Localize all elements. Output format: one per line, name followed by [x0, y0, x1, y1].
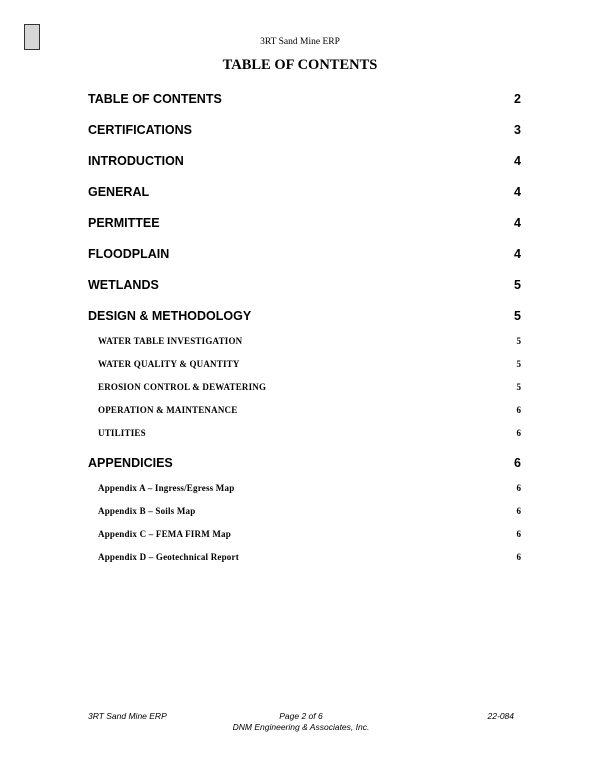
- toc-entry-label: EROSION CONTROL & DEWATERING: [98, 382, 267, 392]
- toc-entry-label: WATER TABLE INVESTIGATION: [98, 336, 243, 346]
- footer-left: 3RT Sand Mine ERP: [88, 711, 167, 721]
- toc-entry-label: WATER QUALITY & QUANTITY: [98, 359, 240, 369]
- toc-entry-page: 6: [514, 456, 521, 470]
- toc-entry-page: 2: [514, 92, 521, 106]
- toc-appendix-a[interactable]: [98, 483, 521, 493]
- toc-subentry-erosion-control[interactable]: [98, 382, 521, 392]
- toc-entry-table-of-contents[interactable]: [88, 92, 521, 106]
- footer-page-number: Page 2 of 6: [279, 711, 323, 721]
- toc-entry-label: CERTIFICATIONS: [88, 123, 192, 137]
- toc-entry-label: DESIGN & METHODOLOGY: [88, 309, 252, 323]
- toc-entry-page: 4: [514, 185, 521, 199]
- toc-entry-label: OPERATION & MAINTENANCE: [98, 405, 238, 415]
- toc-entry-page: 6: [516, 529, 521, 539]
- toc-subentry-operation-maintenance[interactable]: [98, 405, 521, 415]
- toc-entry-page: 6: [516, 428, 521, 438]
- toc-entry-introduction[interactable]: [88, 154, 521, 168]
- toc-entry-label: Appendix D – Geotechnical Report: [98, 552, 239, 562]
- toc-subentry-water-table[interactable]: [98, 336, 521, 346]
- running-header: 3RT Sand Mine ERP: [260, 37, 340, 47]
- toc-entry-page: 6: [516, 506, 521, 516]
- toc-entry-page: 6: [516, 483, 521, 493]
- footer-right: 22-084: [487, 711, 514, 721]
- toc-entry-page: 5: [516, 359, 521, 369]
- toc-subentry-water-quality[interactable]: [98, 359, 521, 369]
- toc-entry-label: Appendix C – FEMA FIRM Map: [98, 529, 231, 539]
- toc-entry-label: APPENDICIES: [88, 456, 173, 470]
- toc-entry-page: 4: [514, 216, 521, 230]
- toc-entry-label: TABLE OF CONTENTS: [88, 92, 222, 106]
- toc-entry-page: 4: [514, 247, 521, 261]
- toc-entry-label: WETLANDS: [88, 278, 159, 292]
- toc-entry-wetlands[interactable]: [88, 278, 521, 292]
- toc-appendix-c[interactable]: [98, 529, 521, 539]
- toc-entry-label: GENERAL: [88, 185, 150, 199]
- toc-entry-page: 5: [514, 278, 521, 292]
- toc-entry-floodplain[interactable]: [88, 247, 521, 261]
- toc-entry-general[interactable]: [88, 185, 521, 199]
- toc-entry-page: 6: [516, 552, 521, 562]
- toc-subentry-utilities[interactable]: [98, 428, 521, 438]
- toc-entry-page: 5: [514, 309, 521, 323]
- toc-entry-label: INTRODUCTION: [88, 154, 184, 168]
- toc-entry-label: UTILITIES: [98, 428, 146, 438]
- toc-entry-page: 3: [514, 123, 521, 137]
- toc-entry-permittee[interactable]: [88, 216, 521, 230]
- page-footer: [88, 711, 514, 732]
- toc-entry-design-methodology[interactable]: [88, 309, 521, 323]
- toc-entry-certifications[interactable]: [88, 123, 521, 137]
- toc-appendix-d[interactable]: [98, 552, 521, 562]
- page-title: TABLE OF CONTENTS: [222, 57, 378, 73]
- footer-company: DNM Engineering & Associates, Inc.: [232, 722, 370, 732]
- toc-entry-label: Appendix B – Soils Map: [98, 506, 196, 516]
- toc-entry-appendicies[interactable]: [88, 456, 521, 470]
- toc-entry-label: PERMITTEE: [88, 216, 160, 230]
- toc-appendix-b[interactable]: [98, 506, 521, 516]
- toc-entry-page: 4: [514, 154, 521, 168]
- toc-entry-page: 5: [516, 336, 521, 346]
- toc-entry-page: 5: [516, 382, 521, 392]
- toc-entry-page: 6: [516, 405, 521, 415]
- toc-entry-label: FLOODPLAIN: [88, 247, 170, 261]
- toc-entry-label: Appendix A – Ingress/Egress Map: [98, 483, 235, 493]
